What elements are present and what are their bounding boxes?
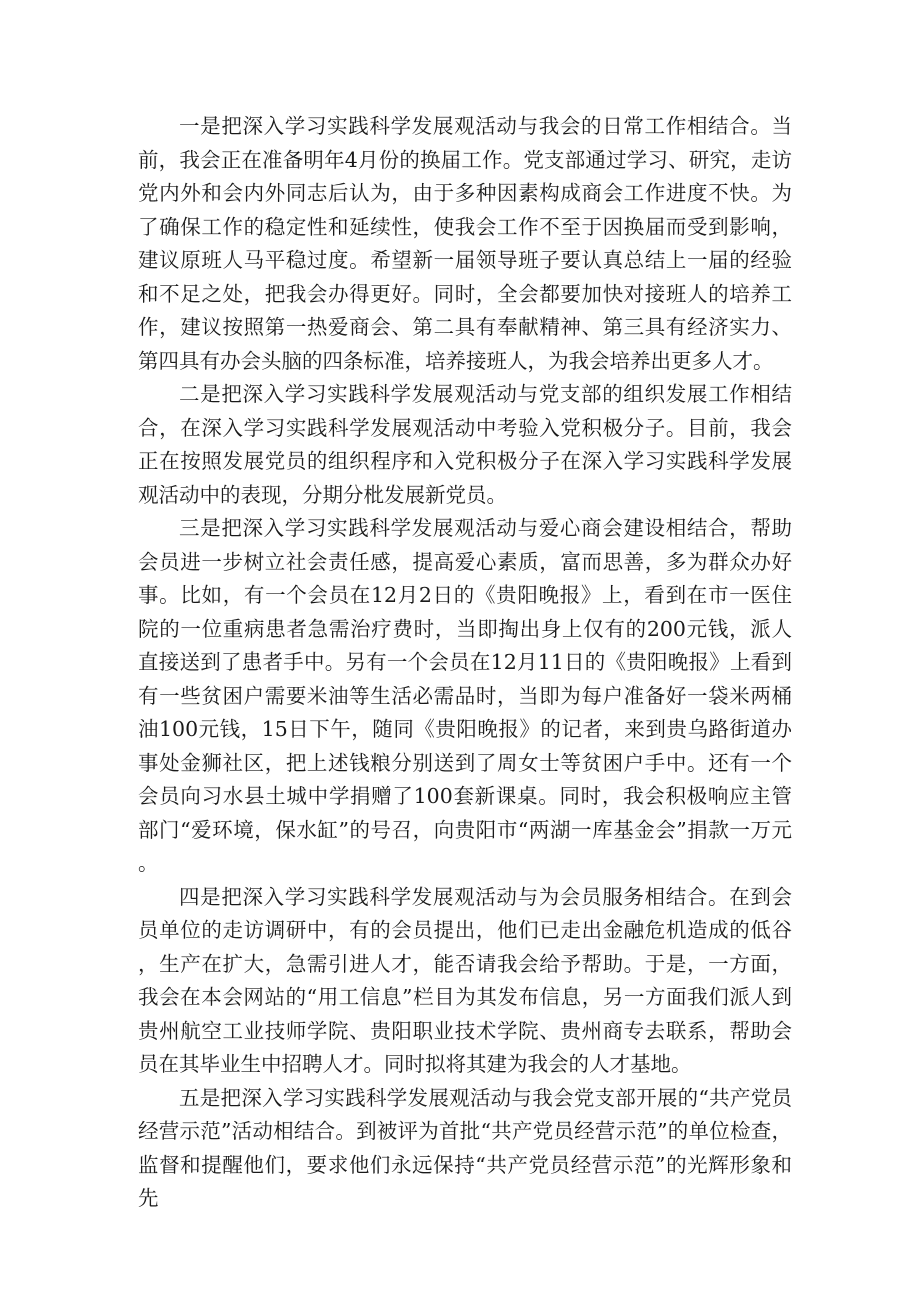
paragraph-5: 五是把深入学习实践科学发展观活动与我会党支部开展的“共产党员经营示范”活动相结合。到被评为首批“共产党员经营示范”的单位检查，监督和提醒他们，要求他们永远保持“共产党员经营示范”的光辉形象和先: [138, 1085, 792, 1210]
document-body: [138, 110, 792, 1216]
paragraph-1: 一是把深入学习实践科学发展观活动与我会的日常工作相结合。当前，我会正在准备明年4月份的换届工作。党支部通过学习、研究，走访党内外和会内外同志后认为，由于多种因素构成商会工作进度不快。为了确保工作的稳定性和延续性，使我会工作不至于因换届而受到影响，建议原班人马平稳过度。希望新一届领导班子要认真总结上一届的经验和不足之处，把我会办得更好。同时，全会都要加快对接班人的培养工作，建议按照第一热爱商会、第二具有奉献精神、第三具有经济实力、第四具有办会头脑的四条标准，培养接班人，为我会培养出更多人才。: [138, 114, 792, 373]
paragraph-2: 二是把深入学习实践科学发展观活动与党支部的组织发展工作相结合，在深入学习实践科学发展观活动中考验入党积极分子。目前，我会正在按照发展党员的组织程序和入党积极分子在深入学习实践科学发展观活动中的表现，分期分枇发展新党员。: [138, 382, 792, 507]
paragraph-3: 三是把深入学习实践科学发展观活动与爱心商会建设相结合，帮助会员进一步树立社会责任感，提高爱心素质，富而思善，多为群众办好事。比如，有一个会员在12月2日的《贵阳晚报》上，看到在市一医住院的一位重病患者急需治疗费时，当即掏出身上仅有的200元钱，派人直接送到了患者手中。另有一个会员在12月11日的《贵阳晚报》上看到有一些贫困户需要米油等生活必需品时，当即为每户准备好一袋米两桶油100元钱，15日下午，随同《贵阳晚报》的记者，来到贵乌路街道办事处金狮社区，把上述钱粮分别送到了周女士等贫困户手中。还有一个会员向习水县土城中学捐赠了100套新课桌。同时，我会积极响应主管部门“爱环境，保水缸”的号召，向贵阳市“两湖一库基金会”捐款一万元。: [138, 516, 792, 875]
paragraph-4: 四是把深入学习实践科学发展观活动与为会员服务相结合。在到会员单位的走访调研中，有的会员提出，他们已走出金融危机造成的低谷，生产在扩大，急需引进人才，能否请我会给予帮助。于是，一方面，我会在本会网站的“用工信息”栏目为其发布信息，另一方面我们派人到贵州航空工业技师学院、贵阳职业技术学院、贵州商专去联系，帮助会员在其毕业生中招聘人才。同时拟将其建为我会的人才基地。: [138, 884, 792, 1076]
